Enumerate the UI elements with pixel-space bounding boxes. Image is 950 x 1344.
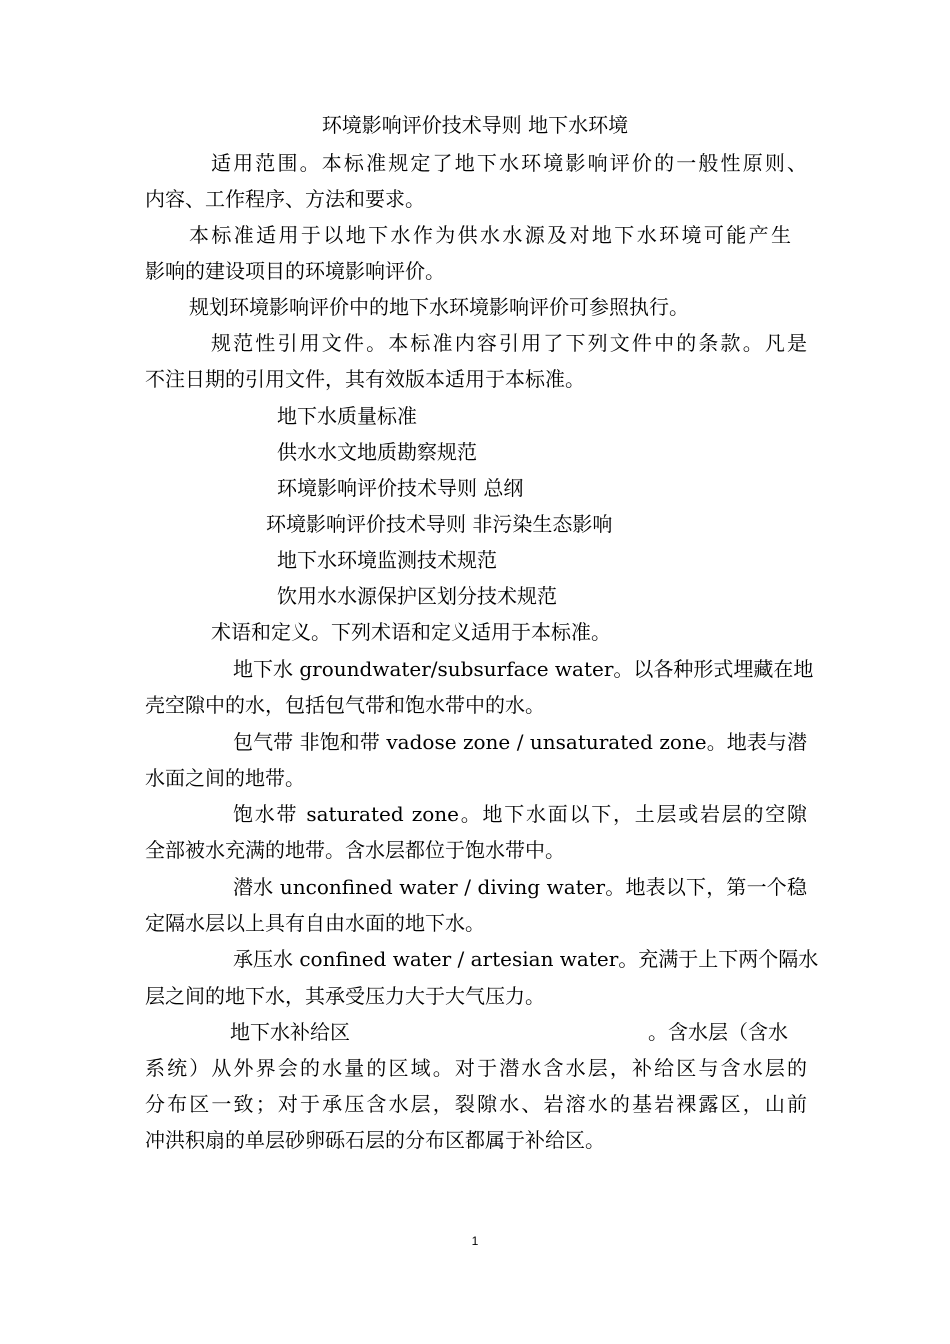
term-label: 地下水补给区 [230, 1020, 350, 1044]
paragraph-line: 适用范围。本标准规定了地下水环境影响评价的一般性原则、 [211, 151, 807, 175]
paragraph-line: 全部被水充满的地带。含水层都位于饱水带中。 [145, 838, 565, 862]
paragraph-line: 不注日期的引用文件，其有效版本适用于本标准。 [145, 367, 585, 391]
paragraph-line: 壳空隙中的水，包括包气带和饱水带中的水。 [145, 693, 545, 717]
paragraph-line: 承压水 confined water / artesian water。充满于上下两个隔水 [233, 947, 819, 971]
paragraph-line: 水面之间的地带。 [145, 766, 305, 790]
page-number: 1 [471, 1234, 479, 1248]
paragraph-line: 规划环境影响评价中的地下水环境影响评价可参照执行。 [189, 295, 689, 319]
paragraph-line: 影响的建设项目的环境影响评价。 [145, 259, 445, 283]
paragraph-line: 本标准适用于以地下水作为供水水源及对地下水环境可能产生 [189, 223, 791, 247]
paragraph-line: 层之间的地下水，其承受压力大于大气压力。 [145, 984, 545, 1008]
paragraph-line: 术语和定义。下列术语和定义适用于本标准。 [211, 620, 611, 644]
paragraph-line: 包气带 非饱和带 vadose zone / unsaturated zone。地表与潜 [233, 730, 807, 754]
paragraph-line: 分布区一致；对于承压含水层，裂隙水、岩溶水的基岩裸露区，山前 [145, 1092, 807, 1116]
reference-item: 地下水环境监测技术规范 [277, 548, 497, 572]
reference-item: 环境影响评价技术导则 总纲 [277, 476, 524, 500]
reference-item: 环境影响评价技术导则 非污染生态影响 [266, 512, 613, 536]
reference-item: 地下水质量标准 [277, 404, 417, 428]
reference-item: 供水水文地质勘察规范 [277, 440, 477, 464]
paragraph-line: 定隔水层以上具有自由水面的地下水。 [145, 911, 485, 935]
paragraph-line: 地下水 groundwater/subsurface water。以各种形式埋藏在地 [233, 657, 814, 681]
paragraph-line: 规范性引用文件。本标准内容引用了下列文件中的条款。凡是 [211, 331, 807, 355]
paragraph-line: 饱水带 saturated zone。地下水面以下，土层或岩层的空隙 [233, 802, 807, 826]
paragraph-line: 冲洪积扇的单层砂卵砾石层的分布区都属于补给区。 [145, 1128, 605, 1152]
paragraph-line: 系统）从外界会的水量的区域。对于潜水含水层，补给区与含水层的 [145, 1056, 807, 1080]
paragraph-line: 内容、工作程序、方法和要求。 [145, 187, 425, 211]
reference-item: 饮用水水源保护区划分技术规范 [277, 584, 557, 608]
term-definition-start: 。含水层（含水 [648, 1020, 788, 1044]
document-title: 环境影响评价技术导则 地下水环境 [321, 113, 629, 137]
paragraph-line: 潜水 unconfined water / diving water。地表以下，第一个稳 [233, 875, 807, 899]
